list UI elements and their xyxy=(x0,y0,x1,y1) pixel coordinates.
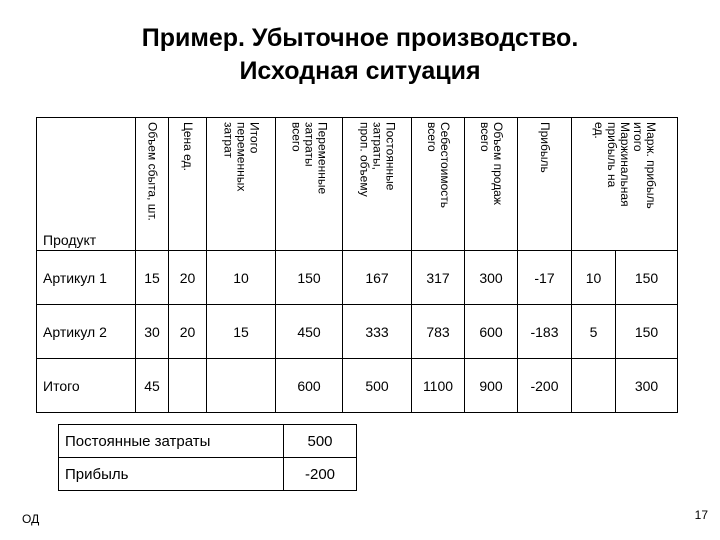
table-cell: 600 xyxy=(276,359,343,413)
row-label: Итого xyxy=(37,359,136,413)
table-cell: 1100 xyxy=(412,359,465,413)
col-header xyxy=(572,118,678,251)
table-cell: 150 xyxy=(276,251,343,305)
table-cell: 20 xyxy=(169,305,207,359)
summary-row xyxy=(59,458,357,491)
table-cell: -200 xyxy=(518,359,572,413)
table-cell: 450 xyxy=(276,305,343,359)
product-header: Продукт xyxy=(37,118,136,251)
table-cell: 20 xyxy=(169,251,207,305)
title-line-2: Исходная ситуация xyxy=(239,57,481,85)
table-cell: 5 xyxy=(572,305,616,359)
table-row xyxy=(37,305,678,359)
col-header-label: Постоянные затраты, проп. объему xyxy=(357,122,398,197)
col-header-label: Прибыль xyxy=(538,122,552,173)
table-cell xyxy=(207,359,276,413)
col-header-label: Объем сбыта, шт. xyxy=(145,122,160,221)
summary-row xyxy=(59,425,357,458)
table-cell: 15 xyxy=(136,251,169,305)
col-header-label: Цена ед. xyxy=(181,122,195,171)
table-cell: 300 xyxy=(465,251,518,305)
table-cell: 10 xyxy=(207,251,276,305)
table-cell: 30 xyxy=(136,305,169,359)
table-cell: 783 xyxy=(412,305,465,359)
summary-value: 500 xyxy=(284,425,357,458)
col-header-label: Переменные затраты всего xyxy=(289,122,330,195)
table-cell xyxy=(572,359,616,413)
header-row xyxy=(37,118,678,251)
table-row xyxy=(37,359,678,413)
table-cell: -183 xyxy=(518,305,572,359)
table-cell: 500 xyxy=(343,359,412,413)
table-cell xyxy=(169,359,207,413)
table-cell: 333 xyxy=(343,305,412,359)
col-header xyxy=(412,118,465,251)
table-cell: 150 xyxy=(616,251,678,305)
row-label: Артикул 2 xyxy=(37,305,136,359)
cost-table xyxy=(36,117,678,413)
title-line-1: Пример. Убыточное производство. xyxy=(141,24,579,52)
col-header-label: Итого переменных затрат xyxy=(221,122,262,192)
footer-label: ОД xyxy=(22,512,40,526)
table-cell: 15 xyxy=(207,305,276,359)
col-header-label: Объем продаж всего xyxy=(478,122,505,205)
table-cell: 167 xyxy=(343,251,412,305)
summary-value: -200 xyxy=(284,458,357,491)
col-header xyxy=(276,118,343,251)
table-cell: 10 xyxy=(572,251,616,305)
summary-label: Прибыль xyxy=(59,458,284,491)
summary-table xyxy=(58,424,357,491)
summary-label: Постоянные затраты xyxy=(59,425,284,458)
col-header-label: Себестоимость всего xyxy=(425,122,452,209)
col-header-label: Марж. прибыль итого Маржинальная прибыль на ед. xyxy=(592,122,658,209)
col-header xyxy=(518,118,572,251)
table-cell: -17 xyxy=(518,251,572,305)
col-header xyxy=(207,118,276,251)
col-header xyxy=(169,118,207,251)
table-cell: 600 xyxy=(465,305,518,359)
row-label: Артикул 1 xyxy=(37,251,136,305)
table-cell: 300 xyxy=(616,359,678,413)
table-cell: 900 xyxy=(465,359,518,413)
page-number: 17 xyxy=(694,508,708,522)
table-cell: 317 xyxy=(412,251,465,305)
table-cell: 150 xyxy=(616,305,678,359)
table-row xyxy=(37,251,678,305)
table-cell: 45 xyxy=(136,359,169,413)
col-header xyxy=(136,118,169,251)
slide-title xyxy=(0,22,720,88)
col-header xyxy=(465,118,518,251)
col-header xyxy=(343,118,412,251)
